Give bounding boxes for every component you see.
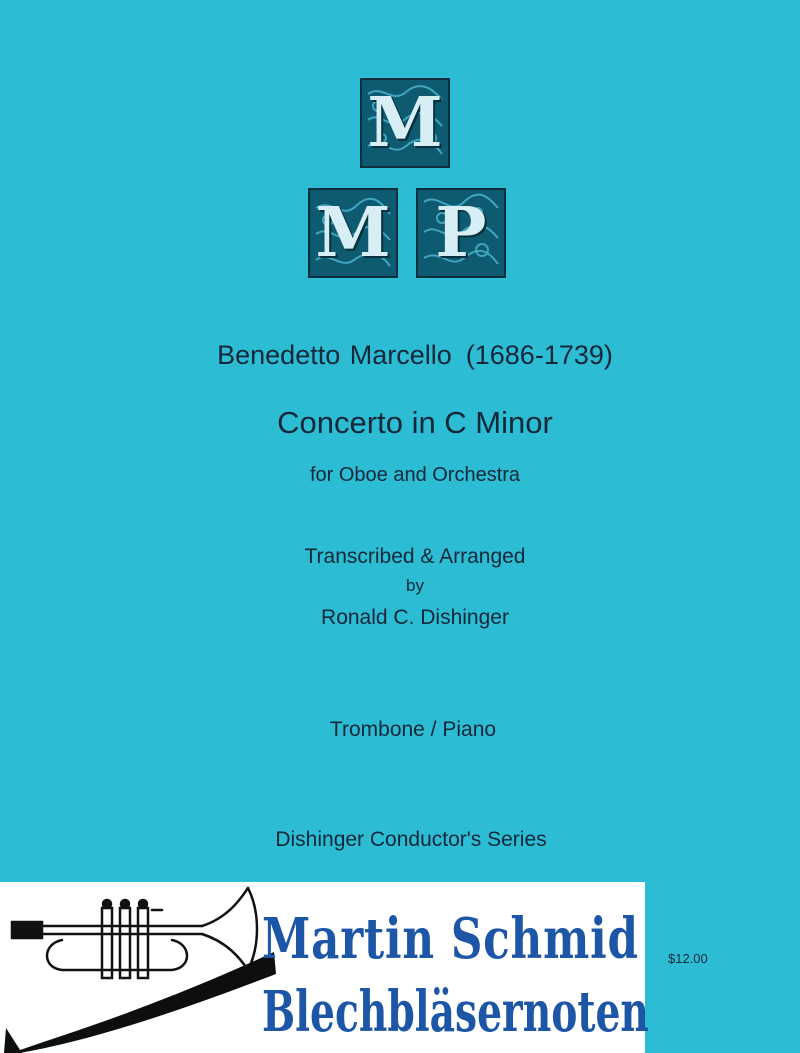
piece-title: Concerto in C Minor <box>277 405 553 440</box>
brand-line-1: Martin Schmid <box>262 906 639 972</box>
price-label: $12.00 <box>668 951 708 966</box>
composer-name: Benedetto Marcello <box>217 340 452 370</box>
logo-letter: M <box>367 83 443 163</box>
composer-line <box>0 340 800 371</box>
logo-tile-m-bottom <box>308 188 398 278</box>
arranger-name: Ronald C. Dishinger <box>321 606 509 629</box>
logo-letter: P <box>435 193 487 273</box>
trumpet-icon <box>2 882 282 1053</box>
brand-line-2: Blechbläsernoten <box>262 979 649 1045</box>
piece-subtitle: for Oboe and Orchestra <box>309 464 521 486</box>
instrumentation: Trombone / Piano <box>329 718 497 741</box>
arranged-label: Transcribed & Arranged <box>304 545 526 568</box>
logo-letter: M <box>315 193 391 273</box>
logo-tile-p <box>416 188 506 278</box>
composer-dates: (1686-1739) <box>465 340 613 370</box>
logo-tile-m-top <box>360 78 450 168</box>
by-label: by <box>406 576 424 595</box>
series-name: Dishinger Conductor's Series <box>275 828 547 851</box>
publisher-banner <box>0 882 649 1053</box>
